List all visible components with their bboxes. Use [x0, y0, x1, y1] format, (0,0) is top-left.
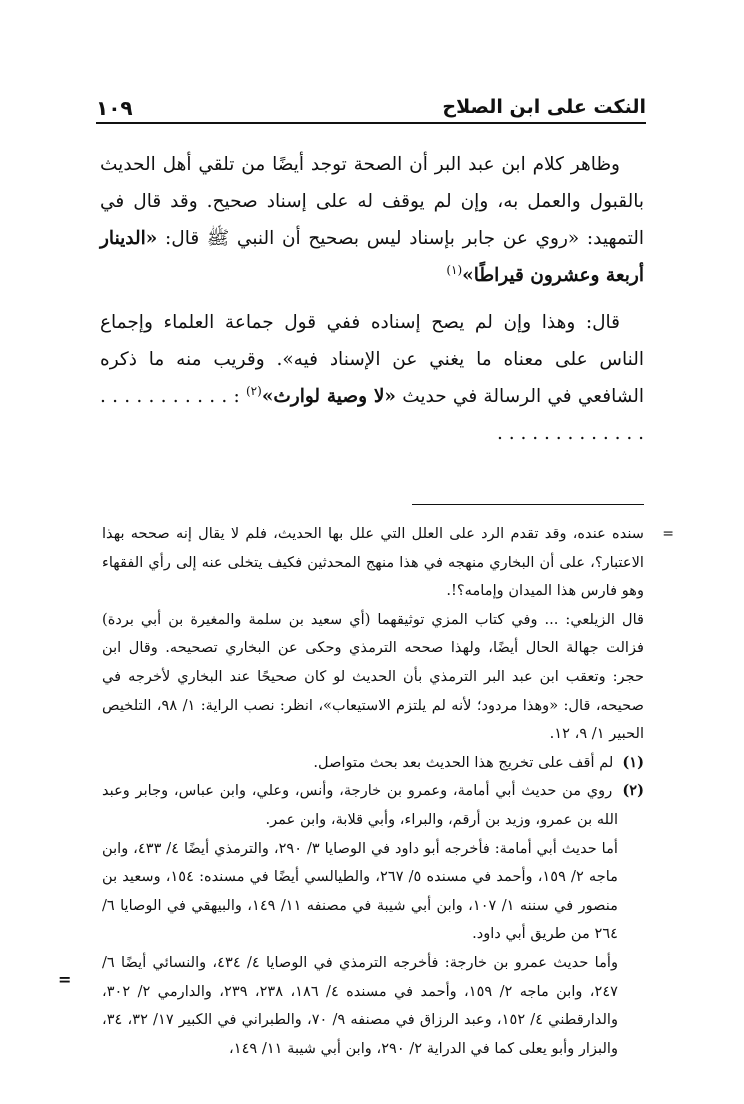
- footnote-continuation-2: قال الزيلعي: ... وفي كتاب المزي توثيقهما (أي سعيد بن سلمة والمغيرة بن أبي بردة) فزالت جهالة الحال أيضًا، ولهذا صححه الترمذي وحكى عن البخاري تصحيحه. وقال ابن حجر: وتعقب ابن عبد البر الترمذي بأن الحديث لو كان صحيحًا عند البخاري لأخرجه في صحيحه، قال: «وهذا مردود؛ لأنه لم يلتزم الاستيعاب»، انظر: نصب الراية: ١/ ٩٨، التلخيص الحبير ١/ ٩، ١٢.: [102, 610, 644, 743]
- paragraph-2-colon: :: [233, 386, 246, 407]
- footnote-continuation-1: سنده عنده، وقد تقدم الرد على العلل التي علل بها الحديث، فلم لا يقال إنه صححه بهذا الاعتبار؟، على أن البخاري منهجه في هذا منهج المحدثين فكيف يتخلى عنه إلى رأي الفقهاء وهو فارس هذا الميدان وإمامه؟!.: [102, 525, 644, 600]
- footnotes: [102, 520, 674, 1063]
- running-title: النكت على ابن الصلاح: [442, 96, 646, 118]
- footnote-ref-2: (٢): [245, 383, 262, 398]
- footnote-ref-1: (١): [446, 262, 463, 277]
- continued-next-page-mark: =: [58, 970, 72, 989]
- page-header: [96, 92, 646, 124]
- footnote-2-text: روي من حديث أبي أمامة، وعمرو بن خارجة، وأنس، وعلي، وابن عباس، وجابر وعبد الله بن عمرو، وزيد بن أرقم، والبراء، وأبي قلابة، وابن عمر.: [102, 782, 618, 828]
- paragraph-2-text: قال: وهذا وإن لم يصح إسناده ففي قول جماعة العلماء وإجماع الناس على معناه ما يغني عن الإسناد فيه». وقريب منه ما ذكره الشافعي في الرسالة في حديث: [100, 312, 644, 407]
- ellipsis-dots: . . . . . . . . . . . . . . . . . . . . . . . .: [100, 386, 644, 444]
- footnote-1-number: (١): [622, 753, 644, 771]
- paragraph-2: [100, 304, 644, 452]
- footnote-separator: [412, 504, 644, 505]
- footnote-2: [102, 777, 644, 834]
- quoted-hadith-1: «الدينار أربعة وعشرون قيراطًا»: [100, 228, 644, 286]
- footnote-2-abu-umama: أما حديث أبي أمامة: فأخرجه أبو داود في الوصايا ٣/ ٢٩٠، والترمذي أيضًا ٤/ ٤٣٣، وابن ماجه ٢/ ١٥٩، وأحمد في مسنده ٥/ ٢٦٧، والطيالسي أيضًا في مسنده: ١٥٤، وسعيد بن منصور في سننه ١/ ١٠٧، وابن أبي شيبة في مصنفه ١١/ ١٤٩، والبيهقي في الوصايا ٦/ ٢٦٤ من طريق أبي داود.: [102, 839, 618, 943]
- quoted-hadith-2: «لا وصية لوارث»: [261, 386, 396, 407]
- footnote-1-text: لم أقف على تخريج هذا الحديث بعد بحث متواصل.: [313, 753, 614, 771]
- paragraph-1: [100, 146, 644, 294]
- footnote-1: [102, 749, 644, 778]
- footnote-2-number: (٢): [622, 782, 644, 800]
- paragraph-1-text: وظاهر كلام ابن عبد البر أن الصحة توجد أيضًا من تلقي أهل الحديث بالقبول والعمل به، وإن لم يوقف له على إسناد صحيح. وقد قال في التمهيد: «روي عن جابر بإسناد ليس بصحيح أن النبي ﷺ قال:: [100, 154, 644, 249]
- continuation-mark: =: [662, 526, 674, 542]
- footnote-2-amr-ibn-kharija: وأما حديث عمرو بن خارجة: فأخرجه الترمذي في الوصايا ٤/ ٤٣٤، والنسائي أيضًا ٦/ ٢٤٧، وابن ماجه ٢/ ١٥٩، وأحمد في مسنده ٤/ ١٨٦، ٢٣٨، ٢٣٩، والدارمي ٢/ ٣٠٢، والدارقطني ٤/ ١٥٢، وعبد الرزاق في مصنفه ٩/ ٧٠، والطبراني في الكبير ١٧/ ٣٢، ٣٤، والبزار وأبو يعلى كما في الدراية ٢/ ٢٩٠، وابن أبي شيبة ١١/ ١٤٩،: [102, 953, 618, 1057]
- page-number: ١٠٩: [96, 96, 133, 120]
- main-text: [100, 146, 644, 462]
